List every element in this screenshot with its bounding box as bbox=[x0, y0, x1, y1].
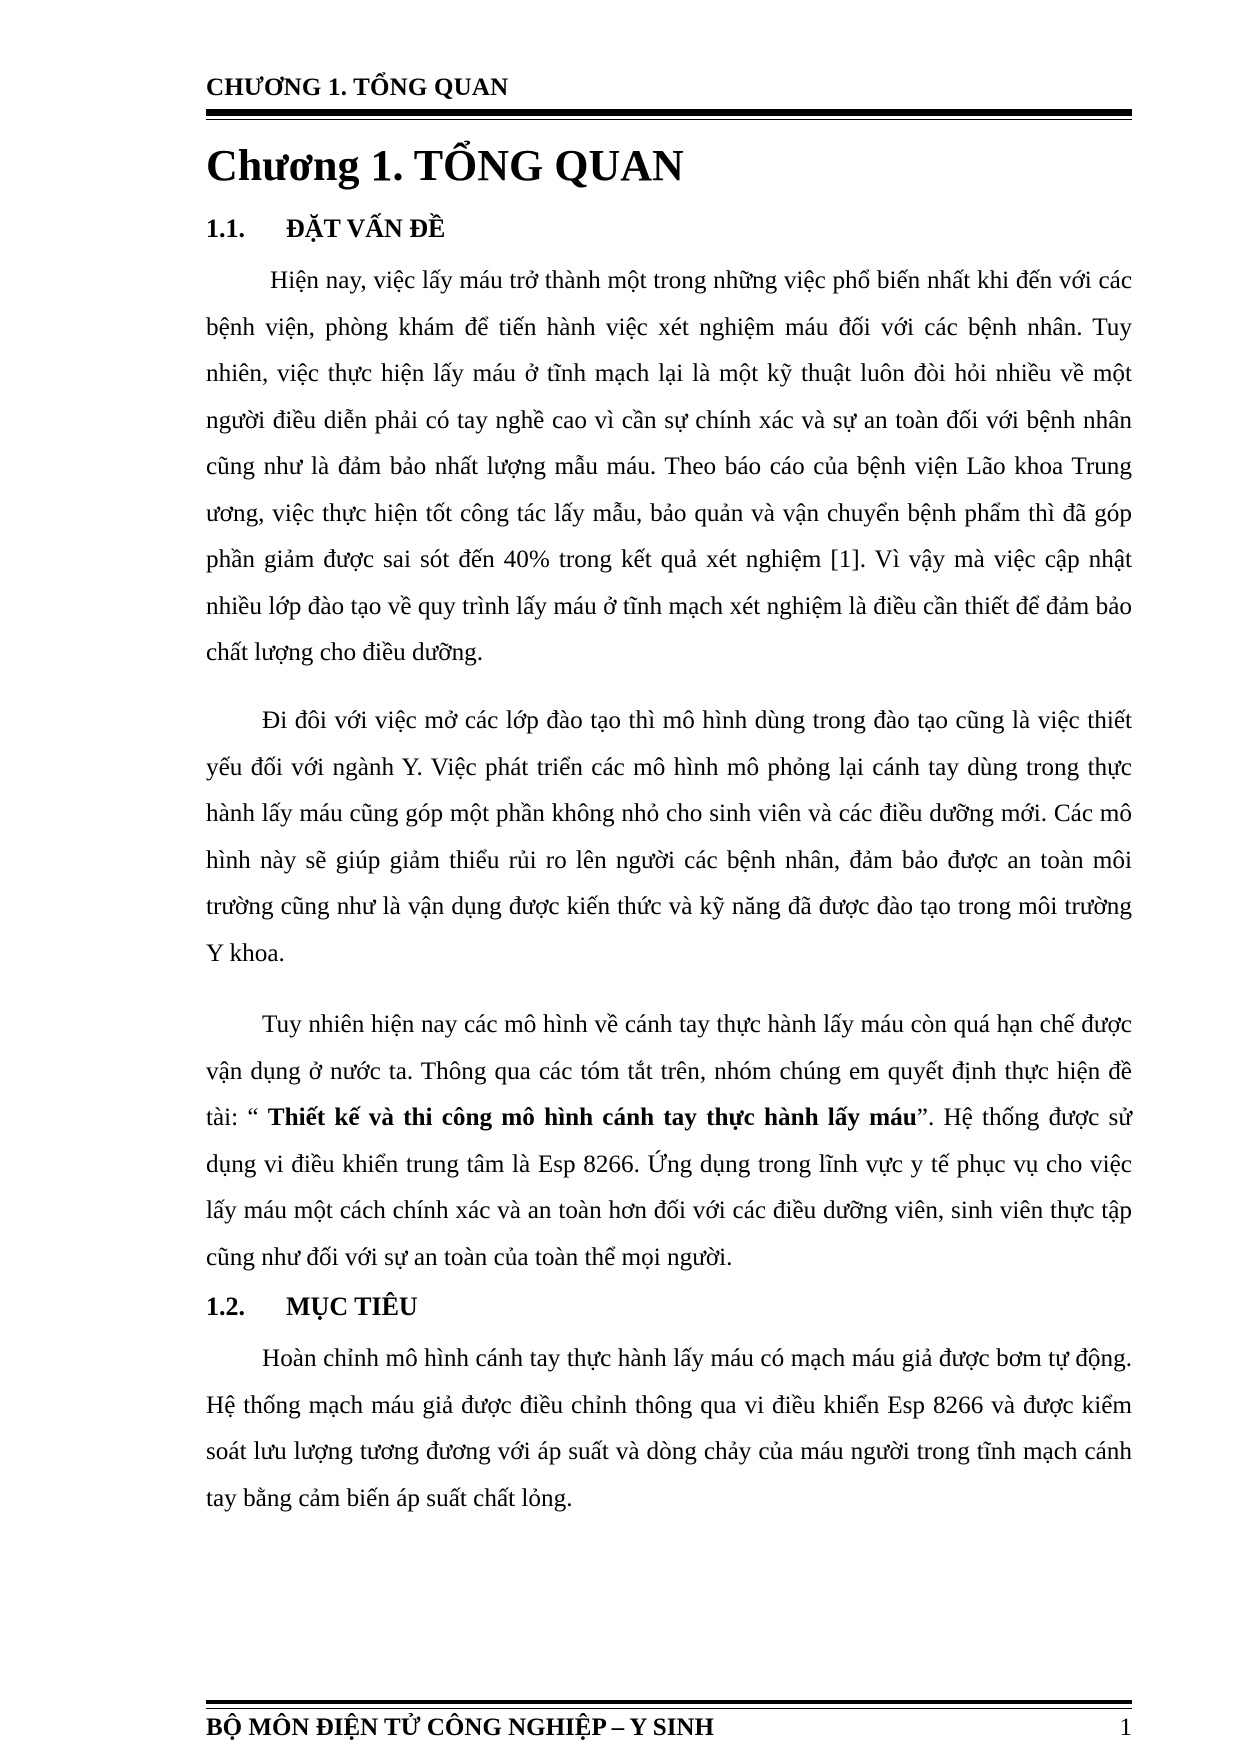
paragraph-2: Đi đôi với việc mở các lớp đào tạo thì mô hình dùng trong đào tạo cũng là việc thiết yếu đối với ngành Y. Việc phát triển các mô hình mô phỏng lại cánh tay dùng trong thực hành lấy máu cũng góp một phần không nhỏ cho sinh viên và các điều dưỡng mới. Các mô hình này sẽ giúp giảm thiểu rủi ro lên người các bệnh nhân, đảm bảo được an toàn môi trường cũng như là vận dụng được kiến thức và kỹ năng đã được đào tạo trong môi trường Y khoa. bbox=[206, 707, 1132, 967]
section-number: 1.1. bbox=[206, 214, 245, 243]
chapter-title: Chương 1. TỔNG QUAN bbox=[206, 141, 684, 190]
footer-department: BỘ MÔN ĐIỆN TỬ CÔNG NGHIỆP – Y SINH bbox=[206, 1714, 714, 1741]
section-title: MỤC TIÊU bbox=[286, 1292, 418, 1321]
section-title: ĐẶT VẤN ĐỀ bbox=[286, 214, 446, 243]
running-header: CHƯƠNG 1. TỔNG QUAN bbox=[206, 74, 509, 101]
header-rule bbox=[206, 109, 1132, 116]
project-title-bold: Thiết kế và thi công mô hình cánh tay thực hành lấy máu bbox=[267, 1104, 917, 1131]
footer-rule-thin bbox=[206, 1708, 1132, 1709]
page-number: 1 bbox=[1119, 1714, 1132, 1741]
paragraph-1: Hiện nay, việc lấy máu trở thành một trong những việc phổ biến nhất khi đến với các bệnh viện, phòng khám để tiến hành việc xét nghiệm máu đối với các bệnh nhân. Tuy nhiên, việc thực hiện lấy máu ở tĩnh mạch lại là một kỹ thuật luôn đòi hỏi nhiều về một người điều diễn phải có tay nghề cao vì cần sự chính xác và sự an toàn đối với bệnh nhân cũng như là đảm bảo nhất lượng mẫu máu. Theo báo cáo của bệnh viện Lão khoa Trung ương, việc thực hiện tốt công tác lấy mẫu, bảo quản và vận chuyển bệnh phẩm thì đã góp phần giảm được sai sót đến 40% trong kết quả xét nghiệm [1]. Vì vậy mà việc cập nhật nhiều lớp đào tạo về quy trình lấy máu ở tĩnh mạch xét nghiệm là điều cần thiết để đảm bảo chất lượng cho điều dưỡng. bbox=[206, 267, 1132, 666]
paragraph-3: Tuy nhiên hiện nay các mô hình về cánh tay thực hành lấy máu còn quá hạn chế được vận dụng ở nước ta. Thông qua các tóm tắt trên, nhóm chúng em quyết định thực hiện đề tài: “ Thiết kế và thi công mô hình cánh tay thực hành lấy máu”. Hệ thống được sử dụng vi điều khiển trung tâm là Esp 8266. Ứng dụng trong lĩnh vực y tế phục vụ cho việc lấy máu một cách chính xác và an toàn hơn đối với các điều dưỡng viên, sinh viên thực tập cũng như đối với sự an toàn của toàn thể mọi người. bbox=[206, 1011, 1132, 1271]
paragraph-4: Hoàn chỉnh mô hình cánh tay thực hành lấy máu có mạch máu giả được bơm tự động. Hệ thống mạch máu giả được điều chỉnh thông qua vi điều khiển Esp 8266 và được kiểm soát lưu lượng tương đương với áp suất và dòng chảy của máu người trong tĩnh mạch cánh tay bằng cảm biến áp suất chất lỏng. bbox=[206, 1345, 1132, 1512]
header-rule-thin bbox=[206, 119, 1132, 120]
section-heading-1-2 bbox=[206, 1292, 418, 1322]
section-heading-1-1 bbox=[206, 214, 445, 244]
footer-rule bbox=[206, 1700, 1132, 1704]
section-number: 1.2. bbox=[206, 1292, 245, 1321]
